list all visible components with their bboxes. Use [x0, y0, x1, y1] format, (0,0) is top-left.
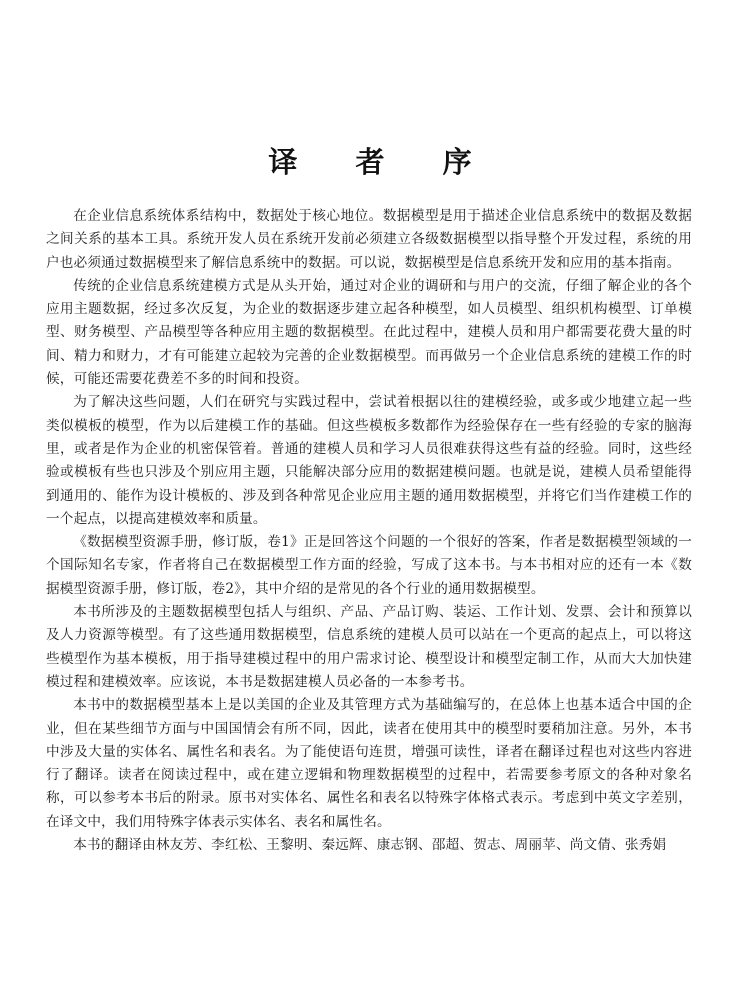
document-body: [46, 205, 692, 857]
paragraph-1: 在企业信息系统体系结构中，数据处于核心地位。数据模型是用于描述企业信息系统中的数据及数据之间关系的基本工具。系统开发人员在系统开发前必须建立各级数据模型以指导整个开发过程，系统的用户也必须通过数据模型来了解信息系统中的数据。可以说，数据模型是信息系统开发和应用的基本指南。: [46, 208, 692, 271]
paragraph-6: 本书中的数据模型基本上是以美国的企业及其管理方式为基础编写的，在总体上也基本适合中国的企业，但在某些细节方面与中国国情会有所不同，因此，读者在使用其中的模型时要稍加注意。另外，本书中涉及大量的实体名、属性名和表名。为了能使语句连贯，增强可读性，译者在翻译过程也对这些内容进行了翻译。读者在阅读过程中，或在建立逻辑和物理数据模型的过程中，若需要参考原文的各种对象名称，可以参考本书后的附录。原书对实体名、属性名和表名以特殊字体格式表示。考虑到中英文字差别，在译文中，我们用特殊字体表示实体名、表名和属性名。: [46, 697, 692, 830]
paragraph-7: 本书的翻译由林友芳、李红松、王黎明、秦远辉、康志钢、邵超、贺志、周丽苹、尚文倩、张秀娟: [73, 837, 667, 854]
paragraph-2: 传统的企业信息系统建模方式是从头开始，通过对企业的调研和与用户的交流，仔细了解企业的各个应用主题数据，经过多次反复，为企业的数据逐步建立起各种模型，如人员模型、组织机构模型、订单模型、财务模型、产品模型等各种应用主题的数据模型。在此过程中，建模人员和用户都需要花费大量的时间、精力和财力，才有可能建立起较为完善的企业数据模型。而再做另一个企业信息系统的建模工作的时候，可能还需要花费差不多的时间和投资。: [46, 277, 692, 388]
page-title: 译 者 序: [268, 145, 496, 179]
paragraph-3: 为了解决这些问题，人们在研究与实践过程中，尝试着根据以往的建模经验，或多或少地建立起一些类似模板的模型，作为以后建模工作的基础。但这些模板多数都作为经验保存在一些有经验的专家的脑海里，或者是作为企业的机密保管着。普通的建模人员和学习人员很难获得这些有益的经验。同时，这些经验或模板有些也只涉及个别应用主题，只能解决部分应用的数据建模问题。也就是说，建模人员希望能得到通用的、能作为设计模板的、涉及到各种常见企业应用主题的通用数据模型，并将它们当作建模工作的一个起点，以提高建模效率和质量。: [46, 394, 692, 527]
paragraph-4: 《数据模型资源手册，修订版，卷1》正是回答这个问题的一个很好的答案，作者是数据模型领域的一个国际知名专家，作者将自己在数据模型工作方面的经验，写成了这本书。与本书相对应的还有一本《数据模型资源手册，修订版，卷2》，其中介绍的是常见的各个行业的通用数据模型。: [46, 534, 692, 597]
paragraph-5: 本书所涉及的主题数据模型包括人与组织、产品、产品订购、装运、工作计划、发票、会计和预算以及人力资源等模型。有了这些通用数据模型，信息系统的建模人员可以站在一个更高的起点上，可以将这些模型作为基本模板，用于指导建模过程中的用户需求讨论、模型设计和模型定制工作，从而大大加快建模过程和建模效率。应该说，本书是数据建模人员必备的一本参考书。: [46, 604, 692, 690]
